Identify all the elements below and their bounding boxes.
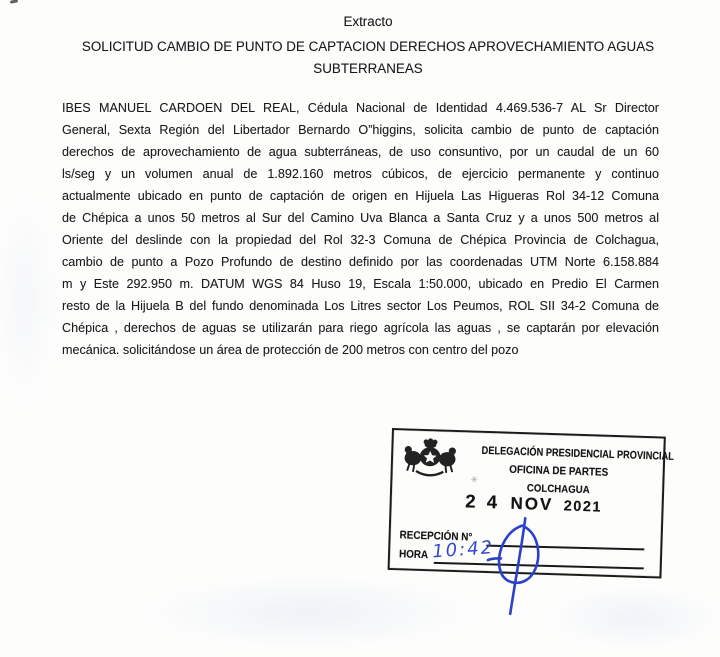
body-line: mecánica. solicitándose un área de protección de 200 metros con centro del pozo [62,343,519,357]
body-line: General, Sexta Región del Libertador Bernardo O”higgins, solicita cambio de punto de captación [62,123,659,137]
chile-coat-of-arms-icon [398,433,461,482]
official-stamp [388,428,675,579]
heading-title-line2: SUBTERRANEAS [313,61,423,76]
signature-flourish-icon [484,515,559,621]
reception-number-label: RECEPCIÓN N° [399,529,473,544]
body-line: Chépica , derechos de aguas se utilizarán para riego agrícola las aguas , se captarán por elevación [62,321,659,335]
scan-tint-artifact [545,585,720,650]
stamp-office-name: OFICINA DE PARTES [509,463,609,479]
body-line: cambio de punto a Pozo Profundo de destino definido por las coordenadas UTM Norte 6.158.884 [62,255,659,269]
body-line: actualmente ubicado en punto de captación de origen en Hijuela Las Higueras Rol 34-12 Comuna [62,189,659,203]
heading-title-line1: SOLICITUD CAMBIO DE PUNTO DE CAPTACION DERECHOS APROVECHAMIENTO AGUAS [81,39,655,54]
body-line: resto de la Hijuela B del fundo denominada Los Litres sector Los Peumos, ROL SII 34-2 Comuna de [62,299,659,313]
stamp-org-name: DELEGACIÓN PRESIDENCIAL PROVINCIAL [481,444,675,463]
date-year: 2021 [563,498,603,516]
date-stamp [443,490,624,518]
hora-label: HORA [398,548,429,562]
scan-tint-artifact [0,190,60,410]
body-line: Oriente del deslinde con la propiedad del Rol 32-3 Comuna de Chépica Provincia de Colchagua, [62,233,659,247]
heading-extracto: Extracto [343,14,393,29]
body-paragraph [62,97,659,361]
scan-speck-artifact [10,0,18,4]
date-day: 2 4 [465,490,501,513]
document-heading [70,11,666,80]
handwritten-time: 10:42 [431,537,495,563]
stamp-province-name: COLCHAGUA [526,482,590,497]
date-month: NOV [510,493,554,515]
scan-tint-artifact [140,575,480,650]
body-line: m y Este 292.950 m. DATUM WGS 84 Huso 19, Escala 1:50.000, ubicado en Predio El Carmen [62,277,659,291]
stamp-faint-mark: ✳ [470,474,479,485]
body-line: de Chépica a unos 50 metros al Sur del Camino Uva Blanca a Santa Cruz y a unos 500 metros al [62,211,659,225]
body-line: derechos de aprovechamiento de agua subterráneas, de uso consuntivo, por un caudal de un 60 [62,145,659,159]
body-line: ls/seg y un volumen anual de 1.892.160 metros cúbicos, de ejercicio permanente y continuo [62,167,659,181]
body-line: IBES MANUEL CARDOEN DEL REAL, Cédula Nacional de Identidad 4.469.536-7 AL Sr Director [62,101,659,115]
